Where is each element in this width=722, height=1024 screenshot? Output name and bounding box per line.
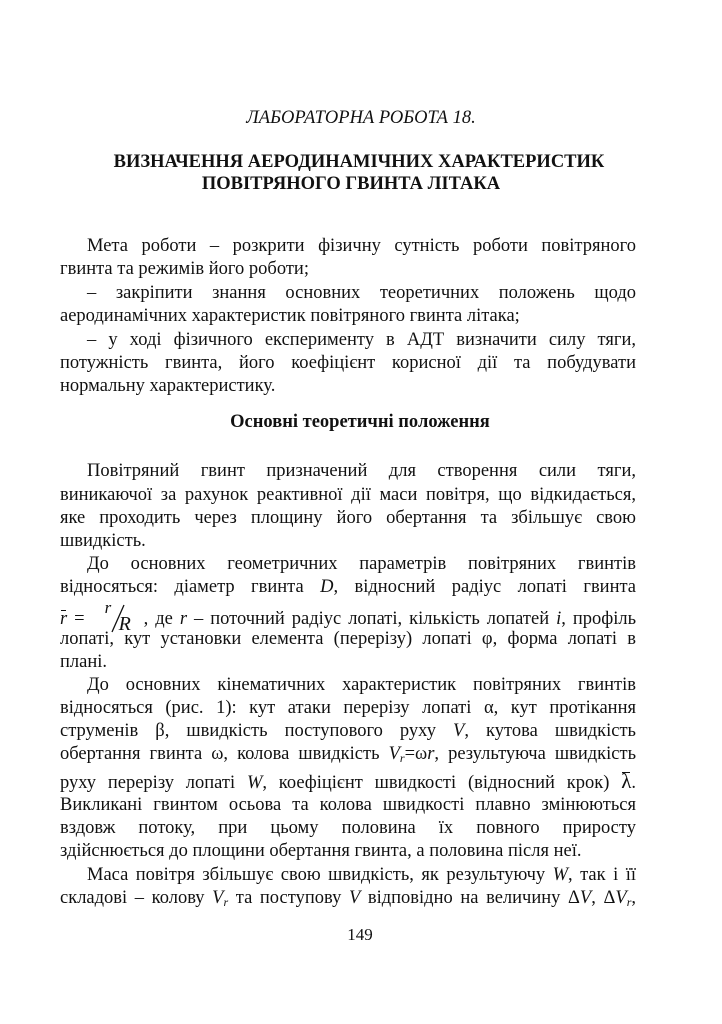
- text-line: Мета роботи – розкрити фізичну сутність роботи повітряного: [87, 236, 636, 256]
- text-line: струменів β, швидкість поступового руху V, кутова швидкість: [60, 721, 636, 741]
- text-line: плані.: [60, 652, 108, 672]
- text-line: лопаті, кут установки елемента (перерізу) лопаті φ, форма лопаті в: [60, 629, 636, 649]
- text-line: відносяться: діаметр гвинта D, відносний радіус лопаті гвинта: [60, 577, 636, 597]
- text-line: До основних геометричних параметрів повітряних гвинтів: [87, 554, 636, 574]
- lab-title: ЛАБОРАТОРНА РОБОТА 18.: [246, 108, 476, 128]
- text-line: складові – колову $V_r$ та поступову V відповідно на величину ΔV, $\Delta V_r$,: [60, 888, 636, 909]
- text-line: – закріпити знання основних теоретичних положень щодо: [87, 283, 636, 303]
- text-line: Повітряний гвинт призначений для створення сили тяги,: [87, 461, 636, 481]
- text-line: здійснюється до площини обертання гвинта, а половина після неї.: [60, 841, 582, 861]
- text-line: гвинта та режимів його роботи;: [60, 259, 309, 279]
- relative-radius-formula: r = r R: [60, 609, 144, 629]
- text-line: потужність гвинта, його коефіцієнт корисної дії та побудувати: [60, 353, 636, 373]
- text-line: руху перерізу лопаті W, коефіцієнт швидкості (відносний крок) λ.: [60, 769, 636, 793]
- text-line: відносяться (рис. 1): кут атаки перерізу лопаті α, кут протікання: [60, 698, 636, 718]
- text-line: Викликані гвинтом осьова та колова швидкості плавно змінюються: [60, 795, 636, 815]
- lambda-bar-symbol: λ: [621, 769, 632, 793]
- section-heading: Основні теоретичні положення: [230, 412, 490, 432]
- text-line: швидкість.: [60, 531, 146, 551]
- page-number: 149: [347, 925, 373, 944]
- formula-line: r = r R , де r – поточний радіус лопаті, кількість лопатей i, профіль: [60, 598, 637, 635]
- text-line: обертання гвинта ω, колова швидкість $V_r=\omega r$, результуюча швидкість: [60, 744, 637, 765]
- text-line: – у ході фізичного експерименту в АДТ визначити силу тяги,: [87, 330, 636, 350]
- text-line: вздовж потоку, при цьому половина їх повного приросту: [60, 818, 636, 838]
- text-line: виникаючої за рахунок реактивної дії маси повітря, що відкидається,: [60, 485, 636, 505]
- paper-title-line-1: ВИЗНАЧЕННЯ АЕРОДИНАМІЧНИХ ХАРАКТЕРИСТИК: [113, 152, 605, 172]
- text-line: Маса повітря збільшує свою швидкість, як результуючу W, так і її: [87, 865, 636, 885]
- text-line: аеродинамічних характеристик повітряного гвинта літака;: [60, 306, 520, 326]
- paper-title-line-2: ПОВІТРЯНОГО ГВИНТА ЛІТАКА: [201, 174, 501, 194]
- text-line: нормальну характеристику.: [60, 376, 276, 396]
- text-line: яке проходить через площину його обертання та збільшує свою: [60, 508, 636, 528]
- text-line: До основних кінематичних характеристик повітряних гвинтів: [87, 675, 636, 695]
